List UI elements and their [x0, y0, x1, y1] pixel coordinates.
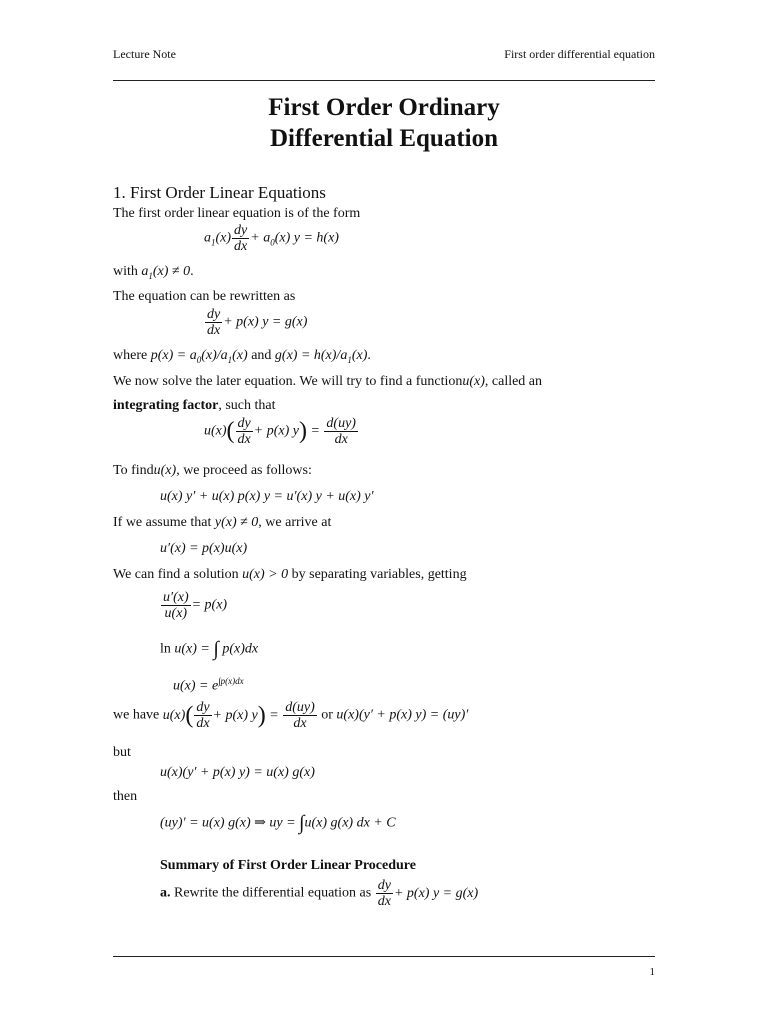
step-a-label: a. — [160, 885, 171, 901]
paragraph-integrating: We now solve the later equation. We will try to find a functionu(x), called an — [113, 374, 543, 389]
separating-text-a: We can find a solution — [113, 567, 239, 582]
assume-text-a: If we assume that — [113, 515, 212, 530]
equation-solution: (uy)′ = u(x) g(x) ⇒ uy = ∫u(x) g(x) dx + C — [160, 812, 396, 834]
paragraph-separating: We can find a solution u(x) > 0 by separating variables, getting — [113, 567, 467, 582]
section-heading: 1. First Order Linear Equations — [113, 183, 326, 202]
equation-ratio: $\frac{u'(x)}{u(x)}$ = p(x) — [163, 590, 228, 621]
equation-product-rule: u(x) y′ + u(x) p(x) y = u′(x) y + u(x) y′ — [160, 489, 374, 504]
paragraph-we-have: we have u(x)( $\frac{dy}{dx}$ + p(x) y) = $\frac{d(uy)}{dx}$ or u(x)(y′ + p(x) y) = (uy)′ — [113, 700, 469, 731]
summary-heading: Summary of First Order Linear Procedure — [160, 858, 416, 873]
header-rule — [113, 80, 655, 81]
title-line-1: First Order Ordinary — [268, 94, 500, 121]
equation-u-prime: u′(x) = p(x)u(x) — [160, 541, 248, 556]
equation-standard-form: $\frac{dy}{dx}$ + p(x) y = g(x) — [207, 307, 308, 338]
footer-rule — [113, 956, 655, 957]
where-label: where — [113, 348, 148, 363]
integrating-text-b: , called an — [484, 374, 543, 389]
definition-line: where $p(x) = a_0(x)/a_1(x)$ and $g(x) = h(x)/a_1(x)$. — [113, 348, 371, 365]
header-left: Lecture Note — [113, 47, 176, 61]
equation-general-form: $a_1(x)$ $\frac{dy}{dx}$ + $a_0(x) y = h(x)$ — [204, 223, 339, 254]
or-label: or — [321, 707, 333, 723]
condition-label: with — [113, 264, 138, 279]
paragraph-rewrite: The equation can be rewritten as — [113, 289, 296, 304]
find-u-text-b: , we proceed as follows: — [176, 463, 312, 478]
assume-text-b: , we arrive at — [258, 515, 332, 530]
step-a-text: Rewrite the differential equation as — [174, 885, 372, 901]
and-label: and — [251, 348, 272, 363]
term-integrating-factor: integrating factor — [113, 398, 219, 413]
header-right: First order differential equation — [504, 47, 655, 61]
paragraph-form-intro: The first order linear equation is of the form — [113, 206, 361, 221]
page-number: 1 — [649, 966, 655, 978]
separating-text-b: by separating variables, getting — [291, 567, 467, 582]
summary-step-a: a. Rewrite the differential equation as $\frac{dy}{dx}$ + p(x) y = g(x) — [160, 878, 479, 909]
such-that-text: , such that — [218, 398, 276, 413]
condition-line: with $a_1(x) \ne 0$. — [113, 264, 194, 281]
equation-integrating-factor: u(x)( $\frac{dy}{dx}$ + p(x) y) = $\frac{d(uy)}{dx}$ — [204, 416, 356, 447]
paragraph-find-u: To findu(x), we proceed as follows: — [113, 463, 312, 478]
equation-but: u(x)(y′ + p(x) y) = u(x) g(x) — [160, 765, 315, 780]
equation-log: ln u(x) = ∫ p(x)dx — [160, 638, 259, 660]
integrating-text-a: We now solve the later equation. We will try to find a function — [113, 374, 463, 389]
paragraph-then: then — [113, 789, 138, 804]
title-line-2: Differential Equation — [269, 125, 498, 152]
we-have-label: we have — [113, 707, 160, 723]
equation-exponential: $u(x) = e^{\int p(x)dx}$ — [173, 676, 244, 694]
find-u-text-a: To find — [113, 463, 154, 478]
paragraph-but: but — [113, 745, 131, 760]
paragraph-integrating-2 — [113, 398, 276, 414]
paragraph-assume: If we assume that y(x) ≠ 0, we arrive at — [113, 515, 332, 530]
